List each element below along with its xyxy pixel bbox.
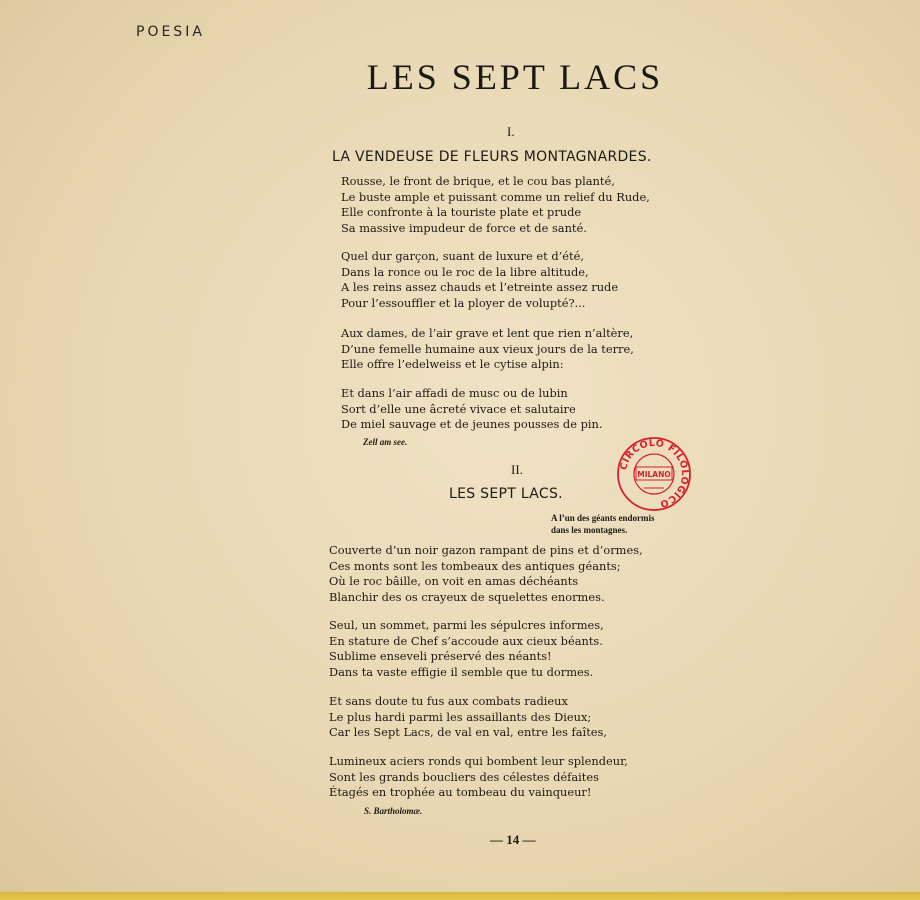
verse-line: Où le roc bâille, on voit en amas déchéants: [329, 574, 579, 589]
verse-line: D’une femelle humaine aux vieux jours de la terre,: [341, 341, 634, 356]
verse-line: De miel sauvage et de jeunes pousses de pin.: [341, 417, 603, 432]
page-number: — 14 —: [490, 832, 536, 847]
verse-line: Et sans doute tu fus aux combats radieux: [329, 694, 568, 708]
part-two-stanza-1: [329, 543, 643, 605]
verse-line: Dans ta vaste effigie il semble que tu dormes.: [329, 664, 594, 679]
dedication-line: A l’un des géants endormis: [551, 513, 655, 523]
verse-line: Blanchir des os crayeux de squelettes enormes.: [329, 589, 605, 604]
verse-line: Pour l’essouffler et la ployer de volupté?...: [341, 295, 586, 310]
page-edge: [0, 892, 920, 900]
verse-line: Couverte d’un noir gazon rampant de pins et d’ormes,: [329, 543, 643, 557]
verse-line: Elle offre l’edelweiss et le cytise alpin:: [341, 357, 564, 372]
section-label: POESIA: [136, 24, 205, 40]
part-two-stanza-3: [329, 694, 607, 741]
verse-line: Étagés en trophée au tombeau du vainqueur!: [329, 785, 592, 800]
part-two-heading: LES SEPT LACS.: [449, 486, 563, 502]
stamp-ring-text: CIRCOLO FILOLOGICO: [618, 437, 691, 510]
verse-line: Lumineux aciers ronds qui bombent leur splendeur,: [329, 754, 628, 768]
verse-line: Sa massive impudeur de force et de santé.: [341, 220, 587, 235]
verse-line: Seul, un sommet, parmi les sépulcres informes,: [329, 618, 604, 632]
part-one-stanza-4: [341, 386, 602, 433]
part-one-stanza-1: [341, 174, 650, 236]
library-stamp: [616, 436, 692, 512]
stamp-city: MILANO: [637, 470, 671, 479]
part-one-heading: LA VENDEUSE DE FLEURS MONTAGNARDES.: [332, 149, 652, 165]
verse-line: Rousse, le front de brique, et le cou bas planté,: [341, 174, 615, 188]
verse-line: Sont les grands boucliers des célestes défaites: [329, 769, 599, 784]
verse-line: Car les Sept Lacs, de val en val, entre les faîtes,: [329, 725, 607, 740]
part-two-place: S. Bartholomæ.: [364, 806, 423, 816]
part-two-numeral: II.: [511, 462, 523, 477]
poem-title: LES SEPT LACS: [366, 57, 664, 97]
verse-line: Dans la ronce ou le roc de la libre altitude,: [341, 264, 589, 279]
part-two-stanza-2: [329, 618, 604, 680]
verse-line: Le plus hardi parmi les assaillants des Dieux;: [329, 709, 592, 724]
part-one-stanza-3: [341, 326, 634, 373]
verse-line: Sort d’elle une âcreté vivace et salutaire: [341, 401, 576, 416]
verse-line: Quel dur garçon, suant de luxure et d’été,: [341, 249, 584, 263]
verse-line: Sublime enseveli préservé des néants!: [329, 649, 552, 664]
part-one-numeral: I.: [507, 124, 515, 139]
dedication-line: dans les montagnes.: [551, 525, 628, 535]
part-one-stanza-2: [341, 249, 618, 311]
verse-line: Aux dames, de l’air grave et lent que rien n’altère,: [341, 326, 634, 340]
part-two-stanza-4: [329, 754, 628, 801]
verse-line: Elle confronte à la touriste plate et prude: [341, 205, 582, 220]
verse-line: Ces monts sont les tombeaux des antiques géants;: [329, 558, 621, 573]
dedication: [551, 512, 655, 536]
verse-line: En stature de Chef s’accoude aux cieux béants.: [329, 633, 603, 648]
verse-line: Et dans l’air affadi de musc ou de lubin: [341, 386, 568, 400]
verse-line: A les reins assez chauds et l’etreinte assez rude: [341, 280, 619, 295]
verse-line: Le buste ample et puissant comme un relief du Rude,: [341, 189, 650, 204]
part-one-place: Zell am see.: [363, 437, 408, 447]
